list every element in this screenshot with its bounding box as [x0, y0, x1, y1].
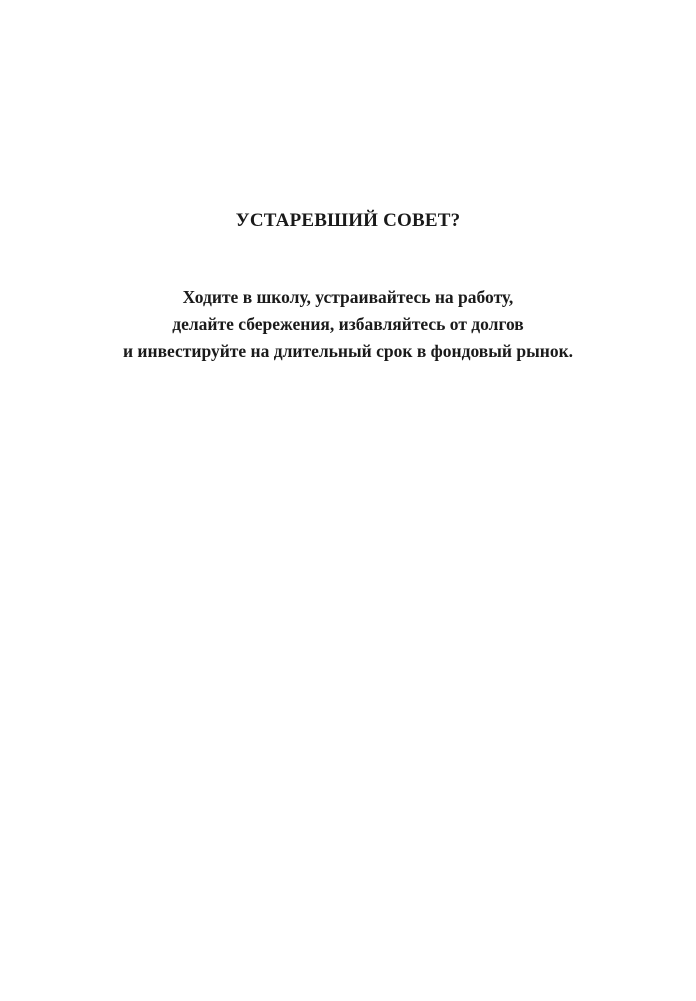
paragraph-line-2: делайте сбережения, избавляйтесь от долгов: [172, 314, 524, 334]
epigraph-paragraph: [0, 284, 696, 365]
paragraph-line-3: и инвестируйте на длительный срок в фондовый рынок.: [122, 341, 574, 361]
paragraph-line-1: Ходите в школу, устраивайтесь на работу,: [182, 287, 514, 307]
page-title: УСТАРЕВШИЙ СОВЕТ?: [235, 210, 461, 231]
